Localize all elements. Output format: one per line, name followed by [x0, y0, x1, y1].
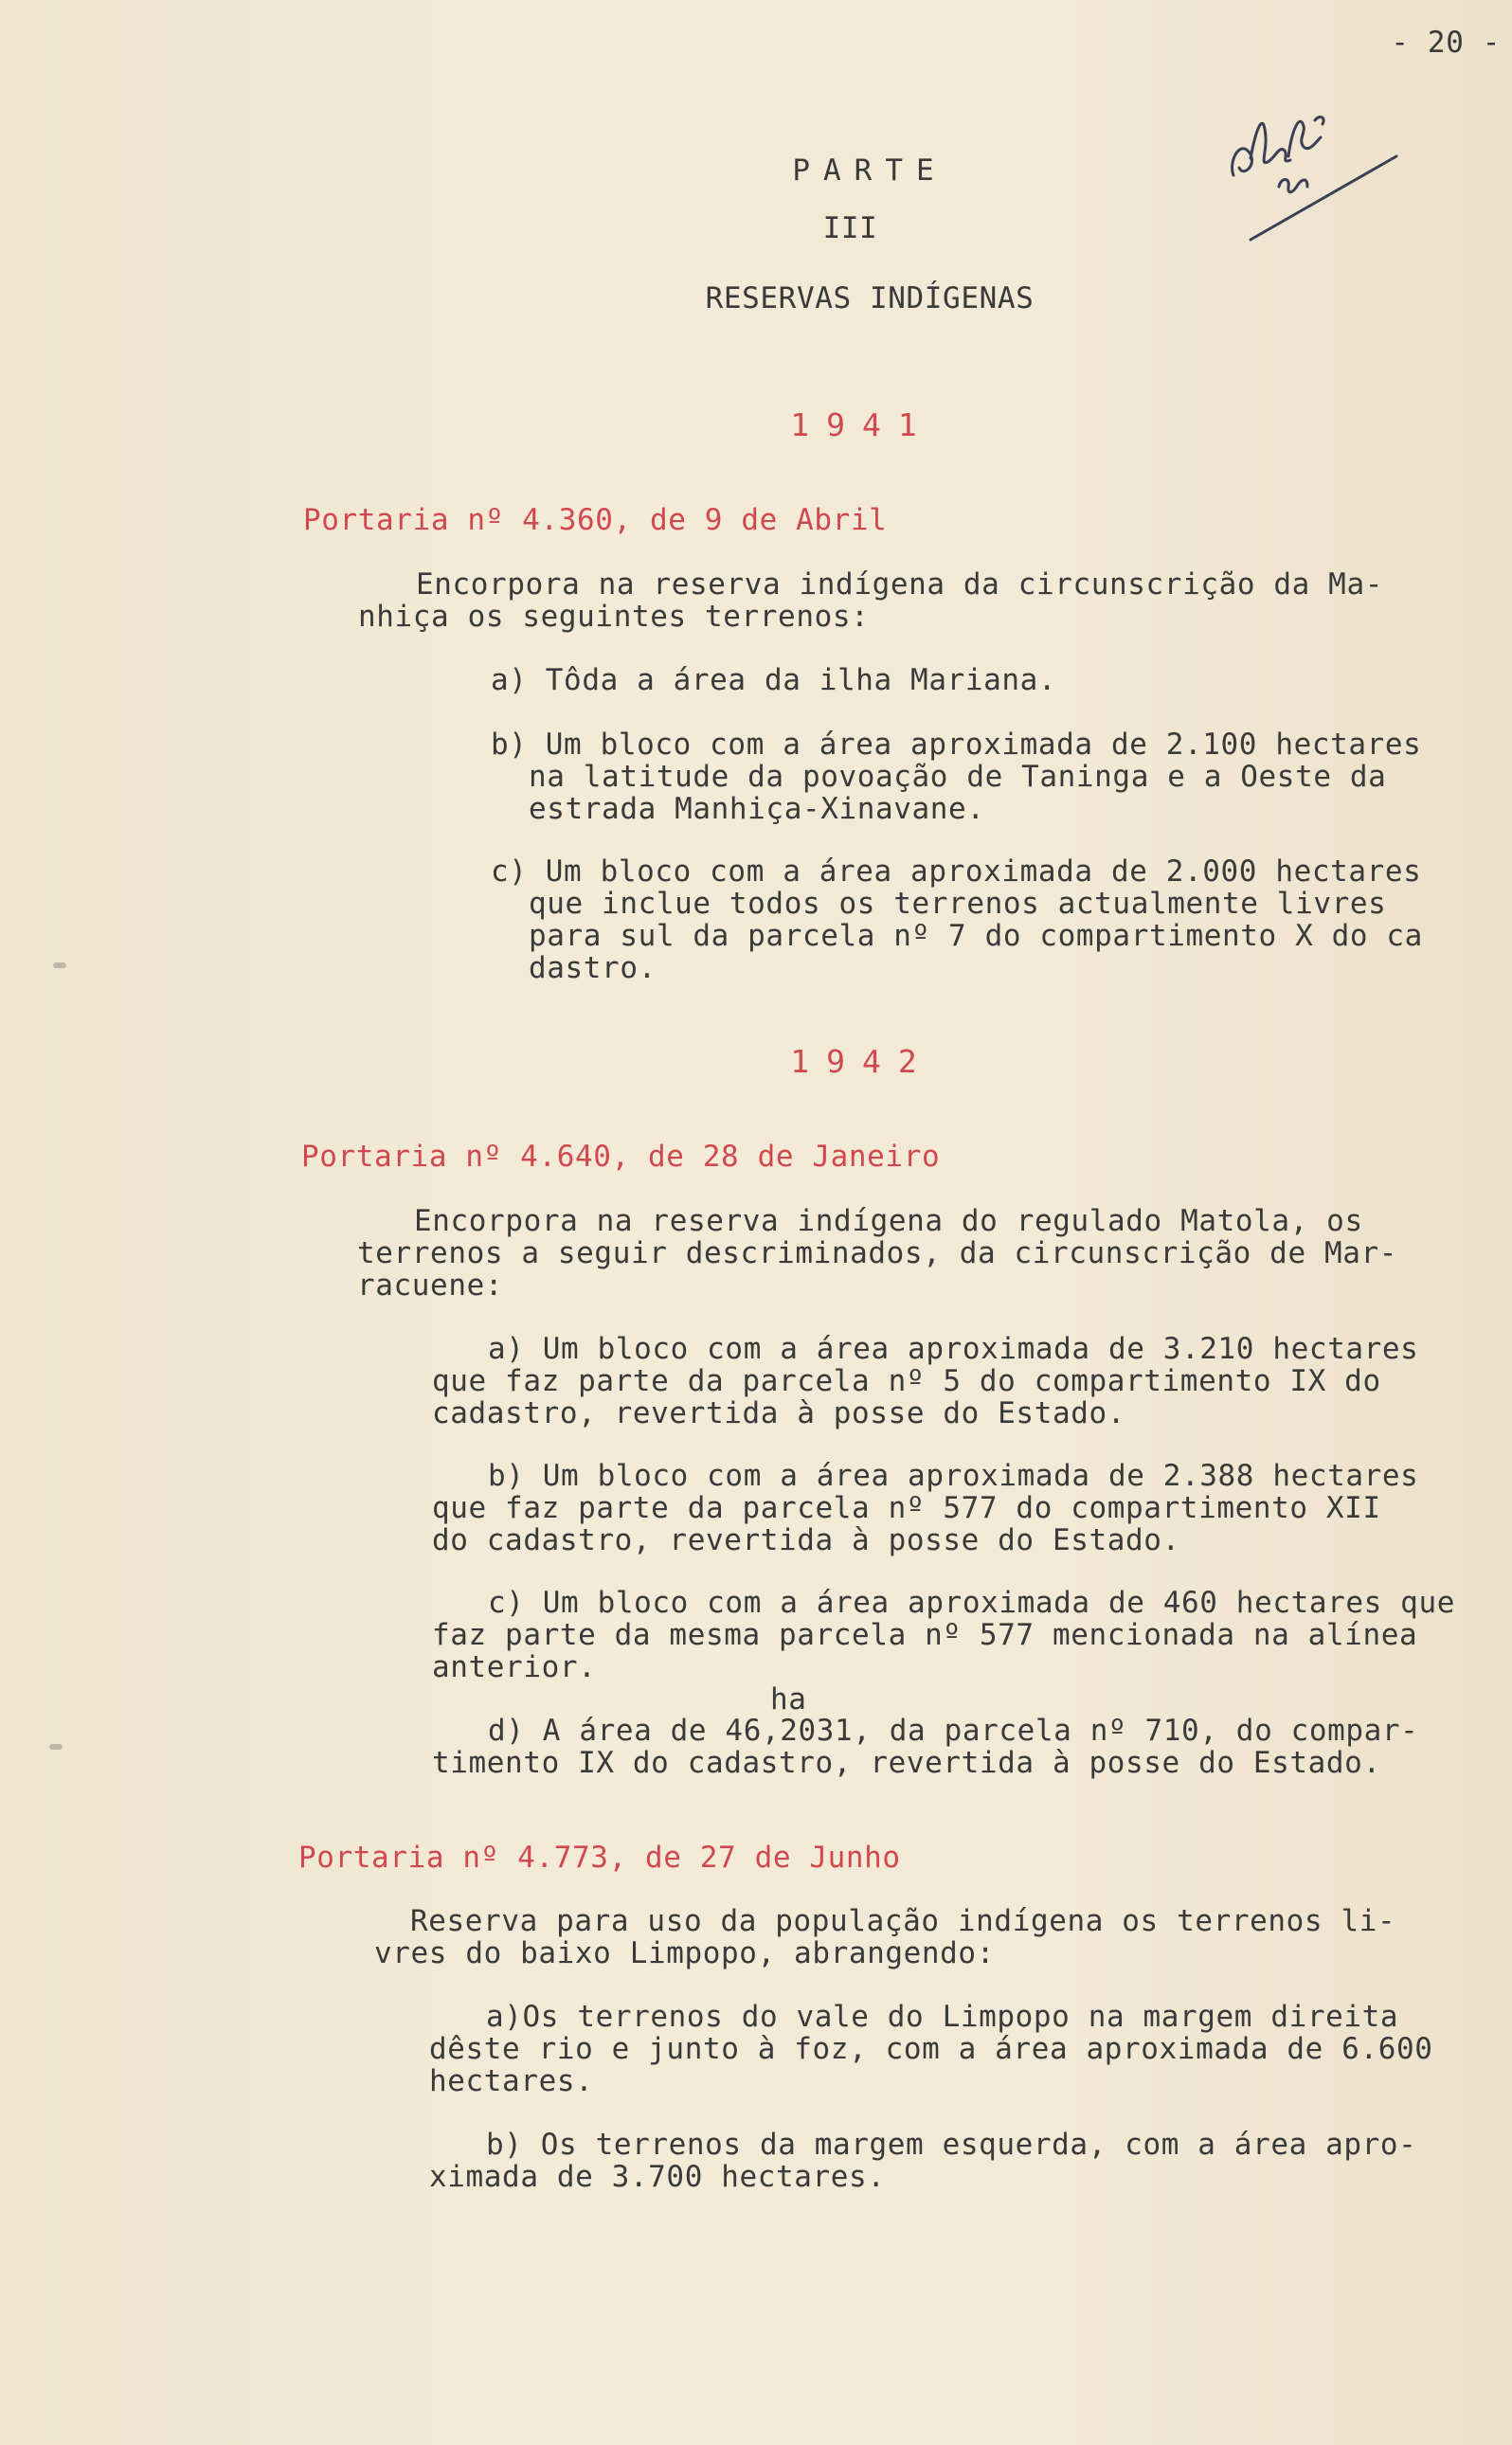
part-title: RESERVAS INDÍGENAS	[705, 281, 1035, 315]
page-number: - 20 -	[1391, 26, 1501, 60]
list-item-line: estrada Manhiça-Xinavane.	[529, 792, 985, 826]
list-item-line: b) Os terrenos da margem esquerda, com a área apro-	[486, 2128, 1417, 2162]
list-item-line: anterior.	[432, 1650, 597, 1684]
list-item-line: dêste rio e junto à foz, com a área aproximada de 6.600	[429, 2032, 1433, 2066]
binding-hole-mark	[53, 962, 66, 968]
list-item-line: que inclue todos os terrenos actualmente livres	[529, 887, 1387, 921]
list-item-line: hectares.	[429, 2064, 594, 2098]
year-heading: 1942	[790, 1043, 934, 1080]
list-item-line: do cadastro, revertida à posse do Estado.	[432, 1523, 1180, 1557]
list-item-line: ximada de 3.700 hectares.	[429, 2160, 886, 2194]
part-numeral: III	[822, 211, 878, 245]
paragraph-line: terrenos a seguir descriminados, da circunscrição de Mar-	[357, 1236, 1398, 1270]
year-heading: 1941	[790, 406, 934, 443]
portaria-title: Portaria nº 4.360, de 9 de Abril	[303, 503, 888, 537]
list-item-line: a)Os terrenos do vale do Limpopo na margem direita	[486, 2000, 1399, 2034]
unit-annotation: ha	[770, 1682, 807, 1717]
paragraph-line: vres do baixo Limpopo, abrangendo:	[374, 1936, 995, 1970]
paragraph-line: nhiça os seguintes terrenos:	[358, 600, 870, 634]
list-item-line: que faz parte da parcela nº 577 do compartimento XII	[432, 1491, 1381, 1525]
list-item-line: a) Tôda a área da ilha Mariana.	[491, 663, 1057, 697]
list-item-line: d) A área de 46,2031, da parcela nº 710, do compar-	[488, 1714, 1419, 1748]
paragraph-line: Reserva para uso da população indígena os terrenos li-	[410, 1904, 1396, 1938]
list-item-line: que faz parte da parcela nº 5 do compartimento IX do	[432, 1364, 1381, 1398]
part-heading: PARTE	[792, 153, 947, 188]
paragraph-line: Encorpora na reserva indígena da circunscrição da Ma-	[416, 567, 1383, 602]
list-item-line: cadastro, revertida à posse do Estado.	[432, 1396, 1126, 1430]
paragraph-line: racuene:	[357, 1268, 504, 1303]
portaria-title: Portaria nº 4.640, de 28 de Janeiro	[301, 1140, 941, 1174]
list-item-line: a) Um bloco com a área aproximada de 3.210 hectares	[488, 1332, 1419, 1366]
list-item-line: faz parte da mesma parcela nº 577 mencionada na alínea	[432, 1618, 1418, 1652]
list-item-line: c) Um bloco com a área aproximada de 2.000 hectares	[491, 854, 1422, 889]
portaria-title: Portaria nº 4.773, de 27 de Junho	[298, 1841, 901, 1875]
list-item-line: b) Um bloco com a área aproximada de 2.388 hectares	[488, 1459, 1419, 1493]
list-item-line: para sul da parcela nº 7 do compartimento X do ca	[529, 919, 1423, 953]
list-item-line: dastro.	[529, 951, 657, 985]
list-item-line: na latitude da povoação de Taninga e a Oeste da	[529, 760, 1387, 794]
list-item-line: b) Um bloco com a área aproximada de 2.100 hectares	[491, 728, 1422, 762]
list-item-line: timento IX do cadastro, revertida à posse do Estado.	[432, 1746, 1381, 1780]
list-item-line: c) Um bloco com a área aproximada de 460 hectares que	[488, 1586, 1455, 1620]
binding-hole-mark	[49, 1744, 63, 1750]
paragraph-line: Encorpora na reserva indígena do regulado Matola, os	[414, 1204, 1363, 1238]
